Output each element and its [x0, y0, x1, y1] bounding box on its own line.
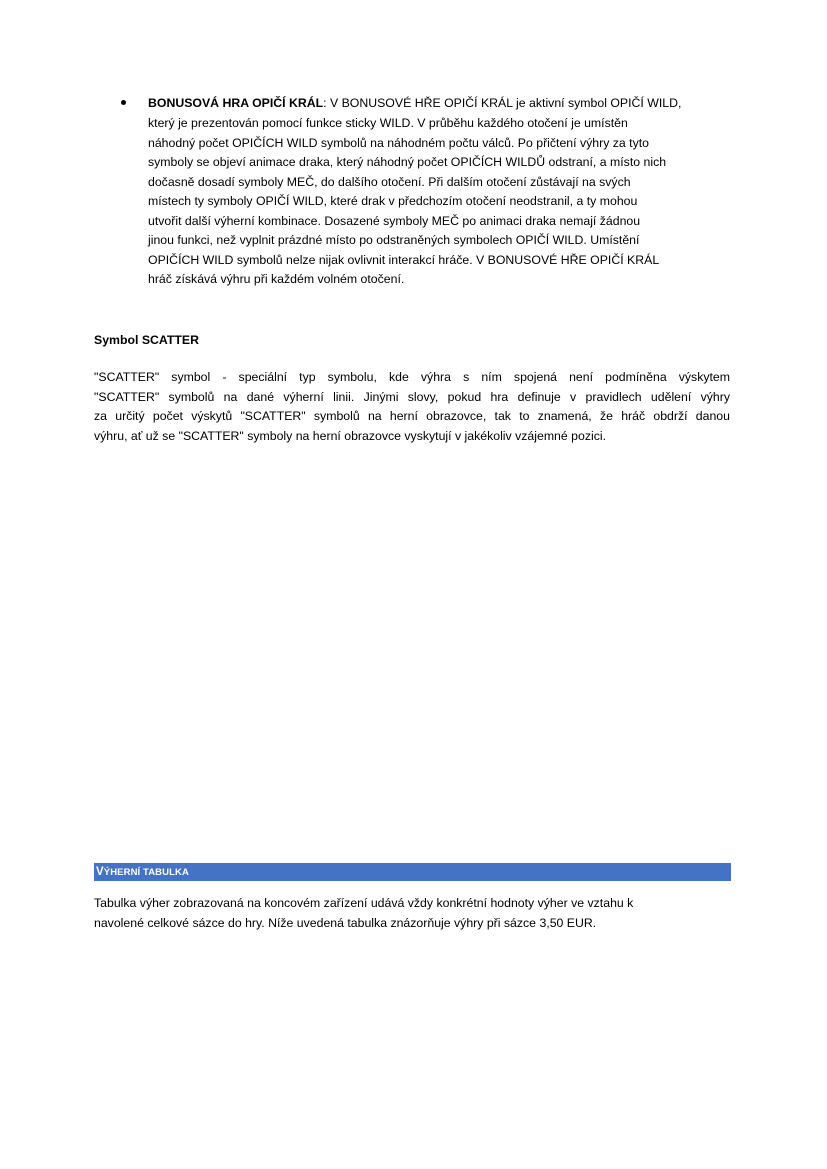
bonus-line: jinou funkci, než vyplnit prázdné místo po odstraněných symbolech OPIČÍ WILD. Umístění	[148, 233, 640, 247]
bonus-line: OPIČÍCH WILD symbolů nelze nijak ovlivnit interakcí hráče. V BONUSOVÉ HŘE OPIČÍ KRÁL	[148, 252, 660, 267]
bonus-line: místech ty symboly OPIČÍ WILD, které drak v předchozím otočení neodstranil, a ty mohou	[148, 194, 638, 208]
bullet-icon	[121, 100, 126, 105]
bonus-line	[148, 95, 681, 111]
bonus-text: : V BONUSOVÉ HŘE OPIČÍ KRÁL je aktivní symbol OPIČÍ WILD,	[323, 96, 682, 110]
scatter-line: výhru, ať už se "SCATTER" symboly na herní obrazovce vyskytují v jakékoliv vzájemné pozici.	[94, 428, 607, 443]
bonus-line: symboly se objeví animace draka, který náhodný počet OPIČÍCH WILDŮ odstraní, a místo nich	[148, 155, 667, 169]
scatter-line: za určitý počet výskytů "SCATTER" symbolů na herní obrazovce, tak to znamená, že hráč obdrží danou	[94, 409, 730, 423]
scatter-line: "SCATTER" symbol - speciální typ symbolu, kde výhra s ním spojená není podmíněna výskytem	[94, 370, 730, 384]
paytable-line: navolené celkové sázce do hry. Níže uvedená tabulka znázorňuje výhry při sázce 3,50 EUR.	[94, 915, 597, 930]
bonus-line: hráč získává výhru při každém volném otočení.	[148, 272, 405, 286]
bonus-line: dočasně dosadí symboly MEČ, do dalšího otočení. Při dalším otočení zůstávají na svých	[148, 174, 631, 189]
bonus-line: náhodný počet OPIČÍCH WILD symbolů na náhodném počtu válců. Po přičtení výhry za tyto	[148, 135, 650, 150]
paytable-heading-rest: ÝHERNÍ TABULKA	[103, 867, 189, 878]
bonus-title: BONUSOVÁ HRA OPIČÍ KRÁL	[148, 96, 324, 110]
paytable-heading-bar	[94, 863, 731, 881]
bonus-line: utvořit další výherní kombinace. Dosazené symboly MEČ po animaci draka nemají žádnou	[148, 213, 641, 228]
paytable-line: Tabulka výher zobrazovaná na koncovém zařízení udává vždy konkrétní hodnoty výher ve vztahu k	[94, 896, 634, 910]
paytable-heading	[96, 866, 189, 878]
bonus-line: který je prezentován pomocí funkce sticky WILD. V průběhu každého otočení je umístěn	[148, 116, 628, 130]
paytable-heading-initial: V	[96, 866, 104, 878]
scatter-heading: Symbol SCATTER	[94, 333, 199, 347]
scatter-line: "SCATTER" symbolů na dané výherní linii. Jinými slovy, pokud hra definuje v pravidlech udělení výhry	[94, 389, 730, 404]
